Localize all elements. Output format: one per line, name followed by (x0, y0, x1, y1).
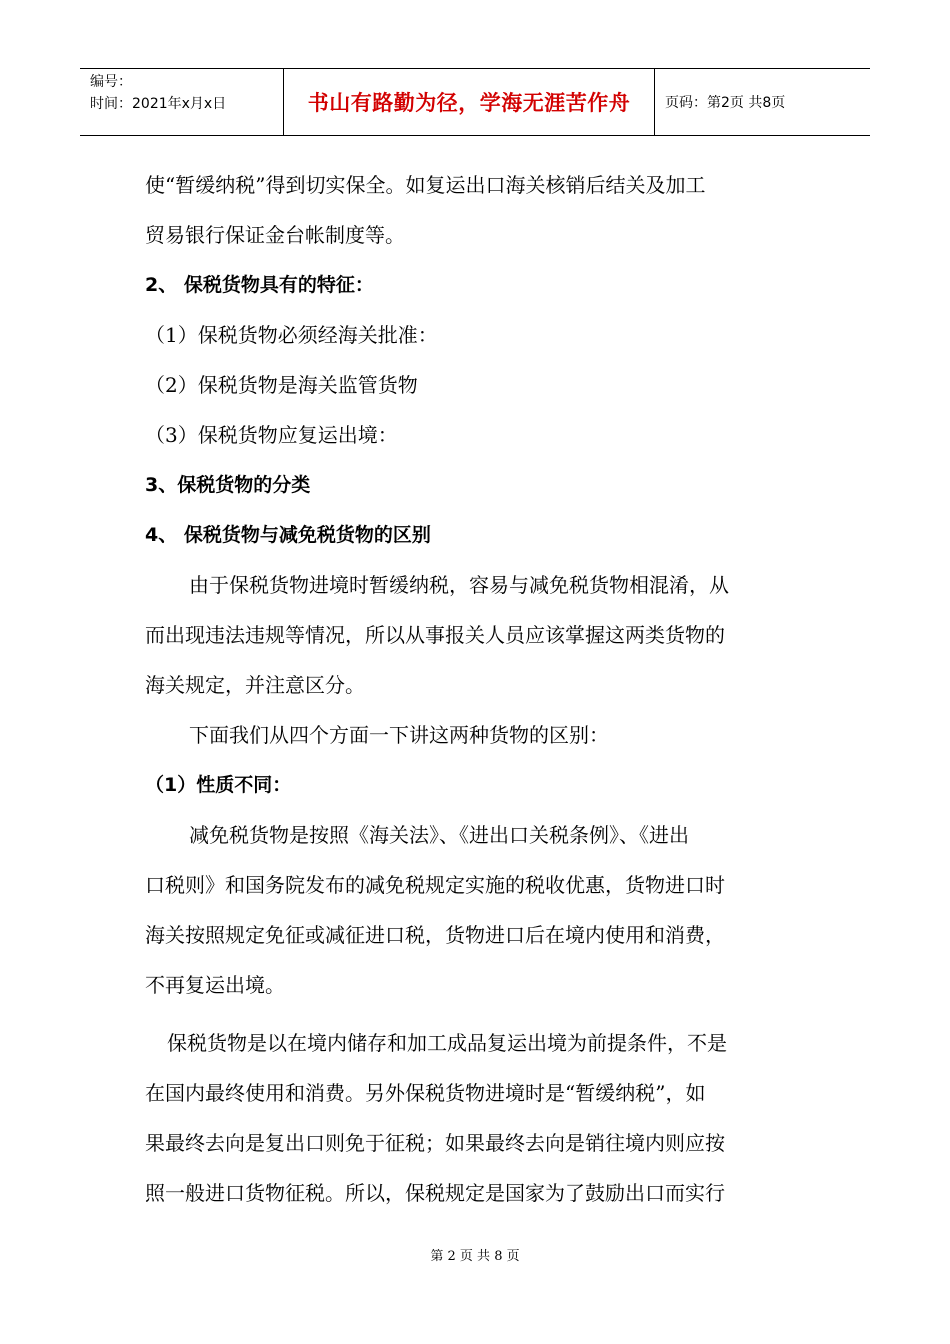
time-label: 时间：2021年x月x日 (90, 96, 227, 112)
list-item: （3）保税货物应复运出境： (145, 423, 398, 447)
document-header (80, 68, 870, 136)
number-label: 编号： (90, 74, 132, 90)
paragraph-line: 口税则》和国务院发布的减免税规定实施的税收优惠，货物进口时 (145, 873, 725, 897)
motto-text: 书山有路勤为径，学海无涯苦作舟 (307, 91, 631, 115)
page-info-text: 页码：第2页 共8页 (665, 95, 786, 111)
paragraph-line: 照一般进口货物征税。所以，保税规定是国家为了鼓励出口而实行 (145, 1181, 725, 1205)
paragraph-line: 由于保税货物进境时暂缓纳税，容易与减免税货物相混淆，从 (189, 573, 729, 597)
section-heading-3: 3、保税货物的分类 (145, 474, 311, 496)
paragraph-line: 果最终去向是复出口则免于征税；如果最终去向是销往境内则应按 (145, 1131, 725, 1155)
list-item: （1）保税货物必须经海关批准： (145, 323, 438, 347)
paragraph-line: 下面我们从四个方面一下讲这两种货物的区别： (189, 723, 609, 747)
paragraph-line: 而出现违法违规等情况，所以从事报关人员应该掌握这两类货物的 (145, 623, 725, 647)
section-heading-2: 2、 保税货物具有的特征： (145, 274, 374, 296)
header-motto-cell (283, 69, 655, 135)
paragraph-line: 海关按照规定免征或减征进口税，货物进口后在境内使用和消费， (145, 923, 725, 947)
footer-page-number: 第 2 页 共 8 页 (430, 1249, 520, 1264)
paragraph-line: 保税货物是以在境内储存和加工成品复运出境为前提条件，不是 (167, 1031, 727, 1055)
header-meta (80, 69, 283, 135)
document-body (145, 160, 810, 1218)
paragraph-line: 使“暂缓纳税”得到切实保全。如复运出口海关核销后结关及加工 (145, 173, 706, 197)
subsection-heading: （1）性质不同： (145, 774, 292, 796)
paragraph-line: 海关规定，并注意区分。 (145, 673, 365, 697)
header-page-info (655, 69, 870, 135)
paragraph-line: 在国内最终使用和消费。另外保税货物进境时是“暂缓纳税”，如 (145, 1081, 706, 1105)
paragraph-line: 贸易银行保证金台帐制度等。 (145, 223, 405, 247)
section-heading-4: 4、 保税货物与减免税货物的区别 (145, 524, 431, 546)
paragraph-line: 不再复运出境。 (145, 973, 285, 997)
page-footer (0, 1245, 950, 1264)
list-item: （2）保税货物是海关监管货物 (145, 373, 418, 397)
paragraph-line: 减免税货物是按照《海关法》、《进出口关税条例》、《进出 (189, 823, 689, 847)
